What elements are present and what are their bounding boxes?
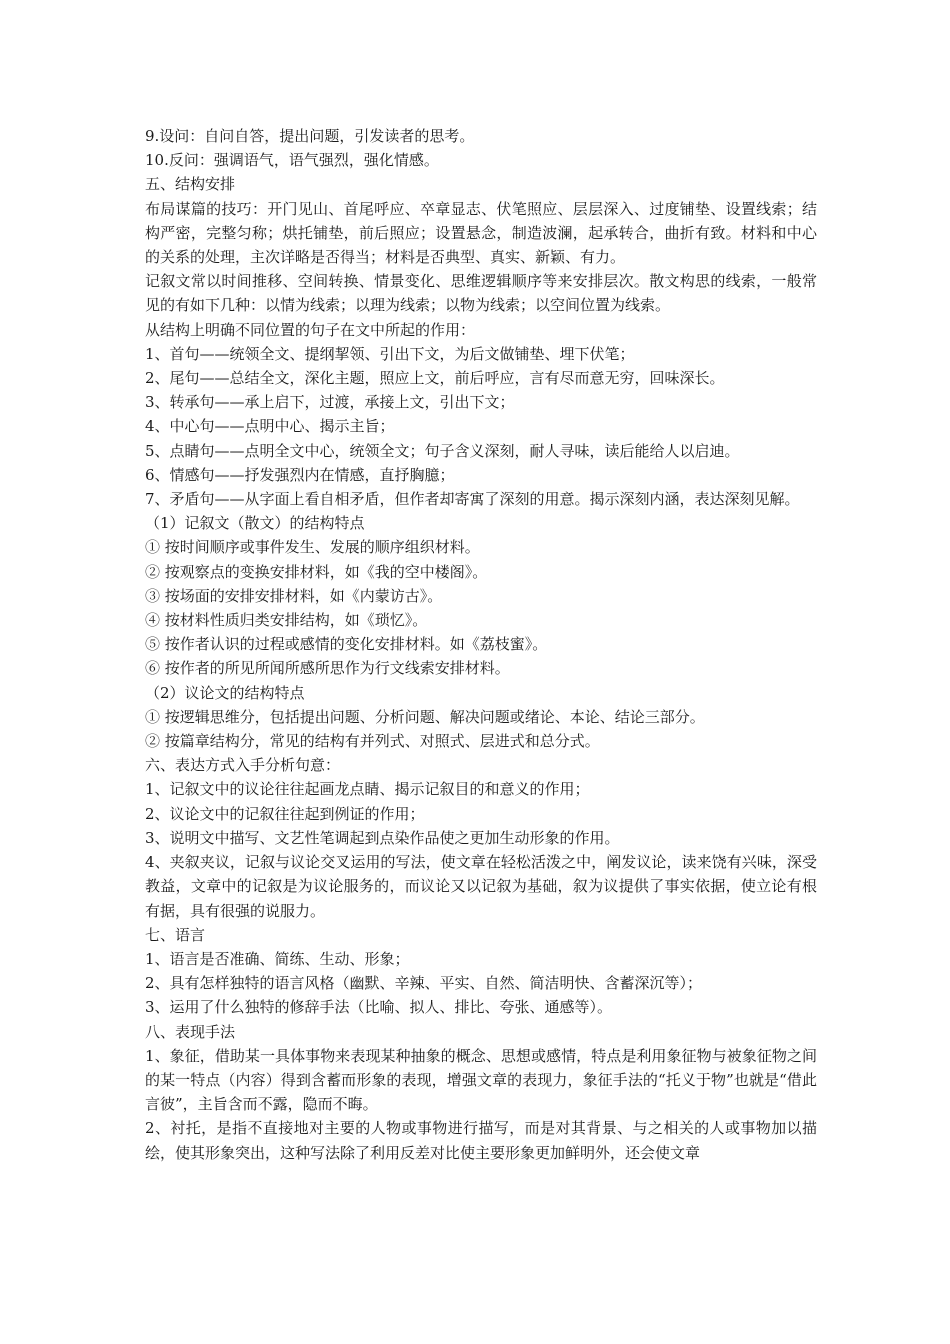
list-item: 1、象征，借助某一具体事物来表现某种抽象的概念、思想或感情，特点是利用象征物与被象征物之间的某一特点（内容）得到含蓄而形象的表现，增强文章的表现力，象征手法的“托义于物”也就是“借此言彼”，主旨含而不露，隐而不晦。 bbox=[145, 1046, 817, 1114]
list-item: 2、具有怎样独特的语言风格（幽默、辛辣、平实、自然、简洁明快、含蓄深沉等）； bbox=[145, 974, 703, 993]
list-item: 4、中心句——点明中心、揭示主旨； bbox=[145, 417, 395, 436]
list-item: 4、夹叙夹议，记叙与议论交叉运用的写法，使文章在轻松活泼之中，阐发议论，读来饶有兴味，深受教益，文章中的记叙是为议论服务的，而议论又以记叙为基础，叙为议提供了事实依据，使立论有根有据，具有很强的说服力。 bbox=[145, 853, 817, 920]
list-item: 2、尾句——总结全文，深化主题，照应上文，前后呼应，言有尽而意无穷，回味深长。 bbox=[145, 369, 725, 388]
list-item: 2、议论文中的记叙往往起到例证的作用； bbox=[145, 804, 425, 823]
list-item: ③ 按场面的安排安排材料，如《内蒙访古》。 bbox=[145, 586, 443, 605]
list-item: ⑥ 按作者的所见所闻所感所思作为行文线索安排材料。 bbox=[145, 659, 510, 678]
subheading-narrative-structure: （1）记叙文（散文）的结构特点 bbox=[145, 514, 365, 533]
list-item: 1、首句——统领全文、提纲挈领、引出下文，为后文做铺垫、埋下伏笔； bbox=[145, 344, 635, 363]
list-item: ① 按逻辑思维分，包括提出问题、分析问题、解决问题或绪论、本论、结论三部分。 bbox=[145, 707, 705, 726]
list-item: 3、运用了什么独特的修辞手法（比喻、拟人、排比、夸张、通感等）。 bbox=[145, 998, 613, 1017]
paragraph-rhetorical-counter: 10.反问：强调语气，语气强烈，强化情感。 bbox=[145, 151, 439, 170]
paragraph-sentence-roles-intro: 从结构上明确不同位置的句子在文中所起的作用： bbox=[145, 320, 476, 339]
list-item: 2、衬托，是指不直接地对主要的人物或事物进行描写，而是对其背景、与之相关的人或事物加以描绘，使其形象突出，这种写法除了利用反差对比使主要形象更加鲜明外，还会使文章 bbox=[145, 1119, 817, 1162]
list-item: 3、说明文中描写、文艺性笔调起到点染作品使之更加生动形象的作用。 bbox=[145, 828, 620, 847]
list-item: ④ 按材料性质归类安排结构，如《琐忆》。 bbox=[145, 611, 428, 630]
list-item: 7、矛盾句——从字面上看自相矛盾，但作者却寄寓了深刻的用意。揭示深刻内涵，表达深刻见解。 bbox=[145, 490, 800, 509]
list-item: ② 按观察点的变换安排材料，如《我的空中楼阁》。 bbox=[145, 562, 488, 581]
section-heading-language: 七、语言 bbox=[145, 925, 206, 944]
list-item: ⑤ 按作者认识的过程或感情的变化安排材料。如《荔枝蜜》。 bbox=[145, 635, 548, 654]
list-item: 1、语言是否准确、简练、生动、形象； bbox=[145, 949, 410, 968]
paragraph-layout-techniques: 布局谋篇的技巧：开门见山、首尾呼应、卒章显志、伏笔照应、层层深入、过度铺垫、设置线索；结构严密，完整匀称；烘托铺垫，前后照应；设置悬念，制造波澜，起承转合，曲折有致。材料和中心的关系的处理，主次详略是否得当；材料是否典型、真实、新颖、有力。 bbox=[145, 199, 817, 267]
list-item: 5、点睛句——点明全文中心，统领全文；句子含义深刻，耐人寻味，读后能给人以启迪。 bbox=[145, 441, 740, 460]
paragraph-narrative-order: 记叙文常以时间推移、空间转换、情景变化、思维逻辑顺序等来安排层次。散文构思的线索，一般常见的有如下几种：以情为线索；以理为线索；以物为线索；以空间位置为线索。 bbox=[145, 272, 817, 315]
list-item: ① 按时间顺序或事件发生、发展的顺序组织材料。 bbox=[145, 538, 480, 557]
section-heading-techniques: 八、表现手法 bbox=[145, 1022, 236, 1041]
list-item: 1、记叙文中的议论往往起画龙点睛、揭示记叙目的和意义的作用； bbox=[145, 780, 590, 799]
document-body bbox=[145, 124, 817, 1165]
list-item: 6、情感句——抒发强烈内在情感，直抒胸臆； bbox=[145, 465, 455, 484]
section-heading-structure: 五、结构安排 bbox=[145, 175, 236, 194]
list-item: 3、转承句——承上启下，过渡，承接上文，引出下文； bbox=[145, 393, 515, 412]
list-item: ② 按篇章结构分，常见的结构有并列式、对照式、层进式和总分式。 bbox=[145, 732, 600, 751]
section-heading-expression: 六、表达方式入手分析句意： bbox=[145, 756, 341, 775]
paragraph-rhetorical-question: 9.设问：自问自答，提出问题，引发读者的思考。 bbox=[145, 127, 475, 145]
subheading-argument-structure: （2）议论文的结构特点 bbox=[145, 683, 305, 702]
